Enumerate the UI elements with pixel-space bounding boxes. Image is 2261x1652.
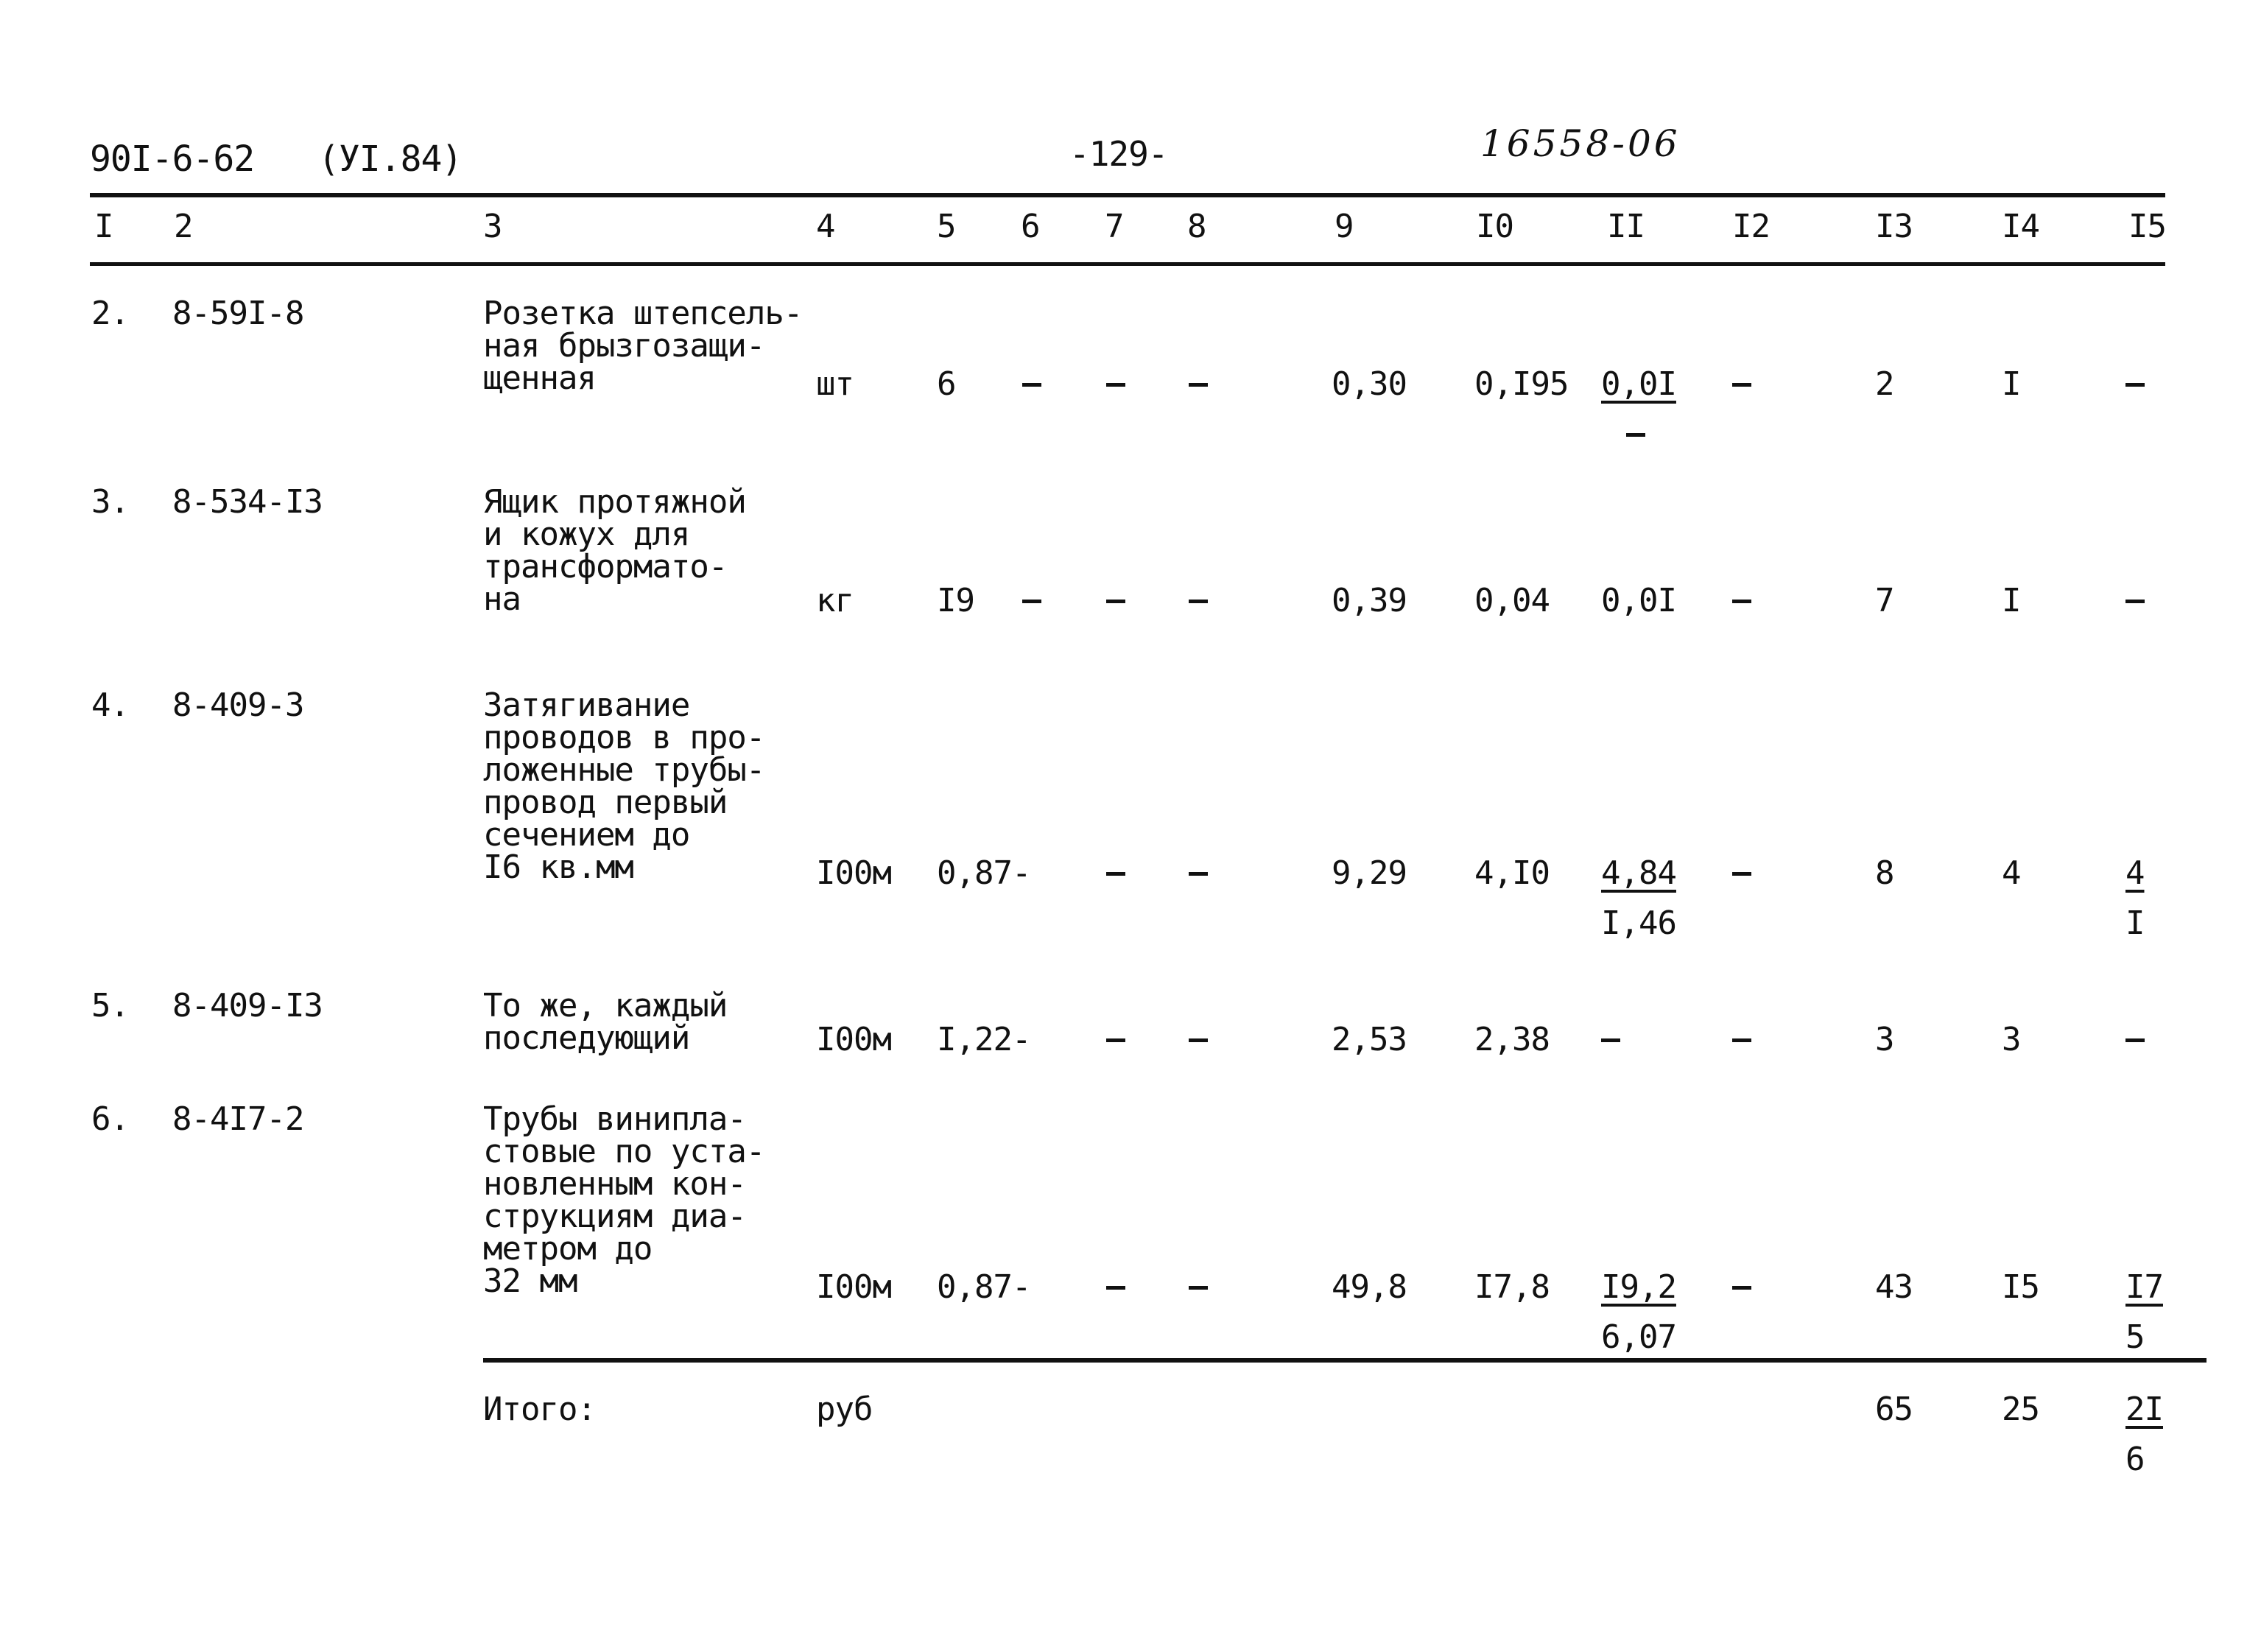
row-quantity: I,22- (937, 1021, 1031, 1058)
row-name: Розетка штепсель- ная брызгозащи- щенная (483, 295, 803, 397)
row-col11-top: I9,2 (1601, 1268, 1676, 1306)
column-number-12: I2 (1732, 208, 1770, 245)
row-col11-bottom: I,46 (1601, 904, 1676, 942)
dash-col15 (2125, 600, 2145, 603)
row-col14: I (2002, 582, 2021, 619)
row-number: 4. (91, 686, 129, 724)
dash-col11-bottom (1626, 433, 1645, 437)
row-col13: 2 (1875, 365, 1894, 403)
total-label: Итого: (483, 1391, 596, 1428)
dash-col15 (2125, 383, 2145, 387)
row-col13: 3 (1875, 1021, 1894, 1058)
row-col15-top: I7 (2125, 1268, 2163, 1306)
dash-col8 (1189, 600, 1208, 603)
row-unit: шт (816, 365, 854, 403)
column-number-9: 9 (1335, 208, 1354, 245)
row-col14: 4 (2002, 854, 2021, 892)
total-unit: руб (816, 1391, 873, 1428)
row-col11-bottom: 6,07 (1601, 1318, 1676, 1356)
row-col9: 0,39 (1332, 582, 1407, 619)
row-col10: 2,38 (1474, 1021, 1550, 1058)
header-rule-bottom (90, 262, 2165, 266)
column-number-14: I4 (2002, 208, 2039, 245)
row-number: 3. (91, 483, 129, 521)
row-col9: 2,53 (1332, 1021, 1407, 1058)
row-quantity: I9 (937, 582, 974, 619)
row-col9: 9,29 (1332, 854, 1407, 892)
total-col13: 65 (1875, 1391, 1913, 1428)
row-col9: 49,8 (1332, 1268, 1407, 1306)
row-col13: 7 (1875, 582, 1894, 619)
dash-col7 (1106, 600, 1125, 603)
row-number: 6. (91, 1100, 129, 1138)
handwritten-document-number: 16558-06 (1480, 122, 1681, 165)
column-number-4: 4 (816, 208, 835, 245)
dash-col8 (1189, 1286, 1208, 1290)
dash-col12 (1732, 872, 1751, 876)
row-number: 5. (91, 987, 129, 1024)
row-col15-bottom: 5 (2125, 1318, 2145, 1356)
document-code: 90I-6-62 (90, 138, 255, 180)
dash-col12 (1732, 1038, 1751, 1042)
row-code: 8-409-I3 (172, 987, 323, 1024)
row-quantity: 0,87- (937, 854, 1031, 892)
row-code: 8-409-3 (172, 686, 304, 724)
dash-col7 (1106, 1286, 1125, 1290)
row-col13: 8 (1875, 854, 1894, 892)
row-col10: 0,04 (1474, 582, 1550, 619)
dash-col8 (1189, 872, 1208, 876)
column-number-8: 8 (1187, 208, 1206, 245)
row-col10: 4,I0 (1474, 854, 1550, 892)
document-date: (УI.84) (318, 138, 463, 180)
column-number-7: 7 (1105, 208, 1124, 245)
row-col15-bottom: I (2125, 904, 2145, 942)
row-quantity: 0,87- (937, 1268, 1031, 1306)
row-name: Трубы винипла- стовые по уста- новленным кон- струкциям диа- метром до 32 мм (483, 1100, 765, 1300)
row-name: Ящик протяжной и кожух для трансформато- на (483, 483, 746, 618)
dash-col15 (2125, 1038, 2145, 1042)
row-col11-top: 0,0I (1601, 365, 1676, 403)
row-col15-top: 4 (2125, 854, 2145, 892)
total-rule (483, 1358, 2207, 1363)
dash-col7 (1106, 1038, 1125, 1042)
total-col14: 25 (2002, 1391, 2039, 1428)
column-number-1: I (94, 208, 113, 245)
column-number-2: 2 (174, 208, 193, 245)
row-number: 2. (91, 295, 129, 332)
row-col14: 3 (2002, 1021, 2021, 1058)
row-unit: I00м (816, 1268, 891, 1306)
column-number-6: 6 (1021, 208, 1040, 245)
dash-col12 (1732, 600, 1751, 603)
column-number-5: 5 (937, 208, 956, 245)
row-code: 8-534-I3 (172, 483, 323, 521)
row-quantity: 6 (937, 365, 956, 403)
row-col11-top: 4,84 (1601, 854, 1676, 892)
page-number: -129- (1069, 134, 1168, 174)
dash-col7 (1106, 872, 1125, 876)
row-unit: I00м (816, 854, 891, 892)
row-unit: кг (816, 582, 854, 619)
row-col10: 0,I95 (1474, 365, 1569, 403)
dash-col12 (1732, 383, 1751, 387)
row-code: 8-4I7-2 (172, 1100, 304, 1138)
total-col15-top: 2I (2125, 1391, 2163, 1428)
row-unit: I00м (816, 1021, 891, 1058)
row-name: То же, каждый последующий (483, 987, 728, 1057)
row-code: 8-59I-8 (172, 295, 304, 332)
column-number-10: I0 (1476, 208, 1513, 245)
total-col15-bottom: 6 (2125, 1441, 2145, 1478)
dash-col7 (1106, 383, 1125, 387)
row-col14: I5 (2002, 1268, 2039, 1306)
dash-col8 (1189, 383, 1208, 387)
column-number-3: 3 (483, 208, 502, 245)
row-col10: I7,8 (1474, 1268, 1550, 1306)
dash-col11 (1601, 1038, 1620, 1042)
column-number-13: I3 (1875, 208, 1913, 245)
dash-col12 (1732, 1286, 1751, 1290)
column-number-15: I5 (2128, 208, 2166, 245)
header-rule-top (90, 193, 2165, 197)
row-col14: I (2002, 365, 2021, 403)
row-name: Затягивание проводов в про- ложенные трубы- провод первый сечением до I6 кв.мм (483, 686, 765, 886)
dash-col8 (1189, 1038, 1208, 1042)
row-col11: 0,0I (1601, 582, 1676, 619)
row-col9: 0,30 (1332, 365, 1407, 403)
dash-col6 (1022, 383, 1041, 387)
row-col13: 43 (1875, 1268, 1913, 1306)
dash-col6 (1022, 600, 1041, 603)
column-number-11: II (1607, 208, 1645, 245)
